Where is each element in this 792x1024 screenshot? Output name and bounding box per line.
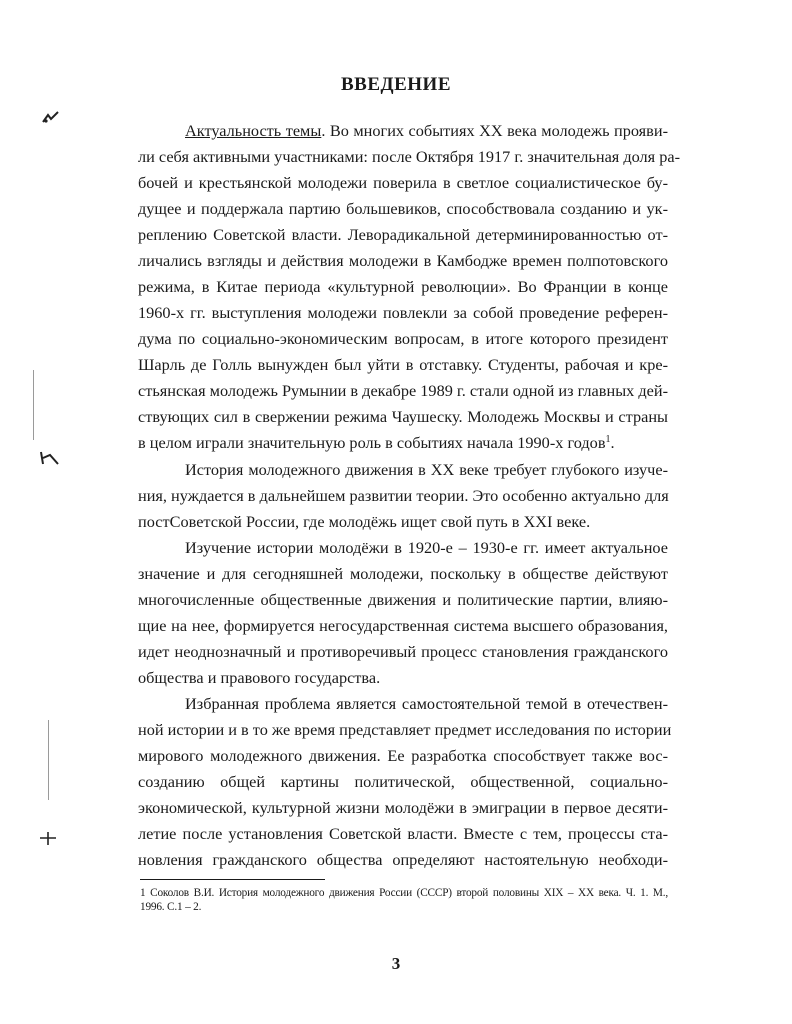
scan-mark-icon [38,448,62,468]
scan-mark-icon [38,828,58,848]
text-line: общества и правового государства. [138,668,381,687]
text-line: 1960-х гг. выступления молодежи повлекли за собой проведение референ- [138,303,668,322]
text-line: ли себя активными участниками: после Октября 1917 г. значительная доля ра- [138,147,681,166]
text-line: ния, нуждается в дальнейшем развитии теории. Это особенно актуально для [138,486,669,505]
text-line: созданию общей картины политической, общественной, социально- [138,772,668,791]
text-line: История молодежного движения в ХХ веке требует глубокого изуче- [185,460,668,479]
text-line: Шарль де Голль вынужден был уйти в отставку. Студенты, рабочая и кре- [138,355,668,374]
text-line: Изучение истории молодёжи в 1920-е – 1930-е гг. имеет актуальное [185,538,668,557]
page-number: 3 [391,954,401,973]
text-line: реплению Советской власти. Леворадикальной детерминированностью от- [138,225,668,244]
text-line: щие на нее, формируется негосударственная система высшего образования, [138,616,668,635]
text-line: значение и для сегодняшней молодежи, поскольку в обществе действуют [138,564,668,583]
text-line: идет неоднозначный и противоречивый процесс становления гражданского [138,642,668,661]
page-title: ВВЕДЕНИЕ [341,74,451,95]
footnote-line: 1996. С.1 – 2. [140,901,202,913]
footnote-ref: 1 [605,434,611,445]
text-line: мирового молодежного движения. Ее разработка способствует также вос- [138,746,668,765]
text-line: дущее и поддержала партию большевиков, способствовала созданию и ук- [138,199,668,218]
text-line: летие после установления Советской власти. Вместе с тем, процессы ста- [138,824,668,843]
scan-artifact-line [33,370,34,440]
text-line: в целом играли значительную роль в событиях начала 1990-х годов$^1$. [138,433,615,452]
text-line: стьянская молодежь Румынии в декабре 1989 г. стали одной из главных дей- [138,381,668,400]
text-line: экономической, культурной жизни молодёжи в эмиграции в первое десяти- [138,798,668,817]
text-line: бочей и крестьянской молодежи поверила в светлое социалистическое бу- [138,173,668,192]
text-line: постСоветской России, где молодёжь ищет свой путь в XXI веке. [138,512,591,531]
section-heading: Актуальность темы [185,121,322,140]
text-line: дума по социально-экономическим вопросам, в итоге которого президент [138,329,668,348]
text-line: режима, в Китае периода «культурной революции». Во Франции в конце [138,277,668,296]
text-line: Актуальность темы. Во многих событиях ХХ века молодежь прояви- [185,121,668,140]
text-line: ной истории и в то же время представляет предмет исследования по истории [138,720,672,739]
text-line: личались взгляды и действия молодежи в Камбодже времен полпотовского [138,251,668,270]
footnote-divider [140,879,325,880]
text-line: многочисленные общественные движения и политические партии, влияю- [138,590,668,609]
scan-mark-icon [40,110,62,126]
scan-artifact-line [48,720,49,800]
text-line: ствующих сил в свержении режима Чаушеску. Молодежь Москвы и страны [138,407,668,426]
footnote-line: 1 Соколов В.И. История молодежного движения России (СССР) второй половины XIX – XX века. Ч. 1. М., [140,887,668,899]
text-line: Избранная проблема является самостоятельной темой в отечествен- [185,694,668,713]
text-line: новления гражданского общества определяют настоятельную необходи- [138,850,668,869]
